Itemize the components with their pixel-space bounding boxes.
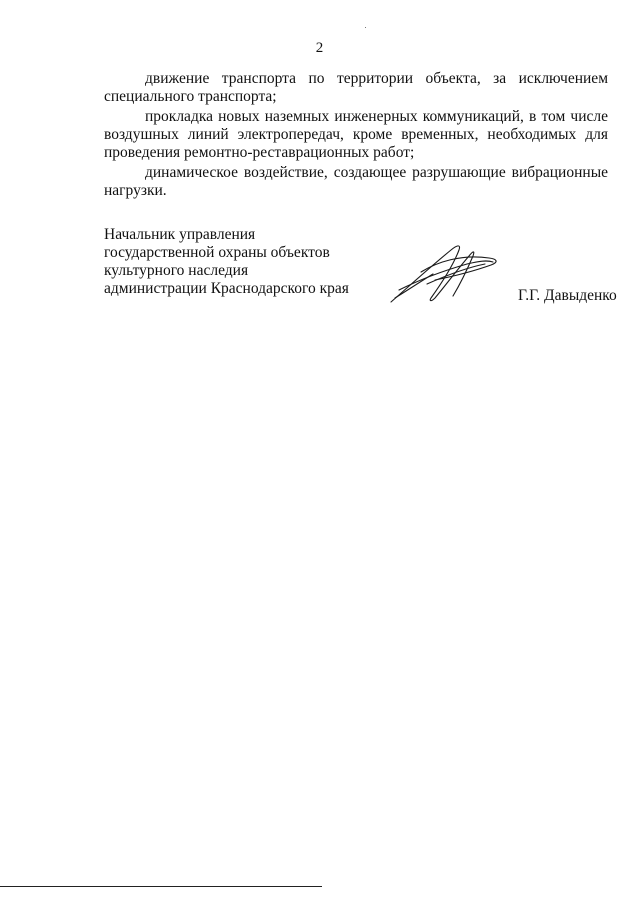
- signatory-title-line: государственной охраны объектов: [104, 244, 330, 261]
- handwritten-signature: [385, 238, 505, 310]
- signatory-title: [104, 226, 374, 298]
- document-body: [104, 70, 608, 200]
- body-paragraph: прокладка новых наземных инженерных коммуникаций, в том числе воздушных линий электропередач, кроме временных, необходимых для проведения ремонтно-реставрационных работ;: [104, 108, 608, 161]
- signatory-title-line: культурного наследия: [104, 262, 249, 279]
- signatory-title-line: администрации Краснодарского края: [104, 280, 349, 297]
- signer-name: Г.Г. Давыденко: [518, 287, 617, 304]
- signatory-title-line: Начальник управления: [104, 226, 256, 243]
- page-number: 2: [315, 40, 324, 56]
- scan-artifact-dot: [365, 27, 366, 28]
- body-paragraph: динамическое воздействие, создающее разрушающие вибрационные нагрузки.: [104, 164, 608, 199]
- footer-divider: [0, 886, 322, 887]
- body-paragraph: движение транспорта по территории объекта, за исключением специального транспорта;: [104, 70, 608, 105]
